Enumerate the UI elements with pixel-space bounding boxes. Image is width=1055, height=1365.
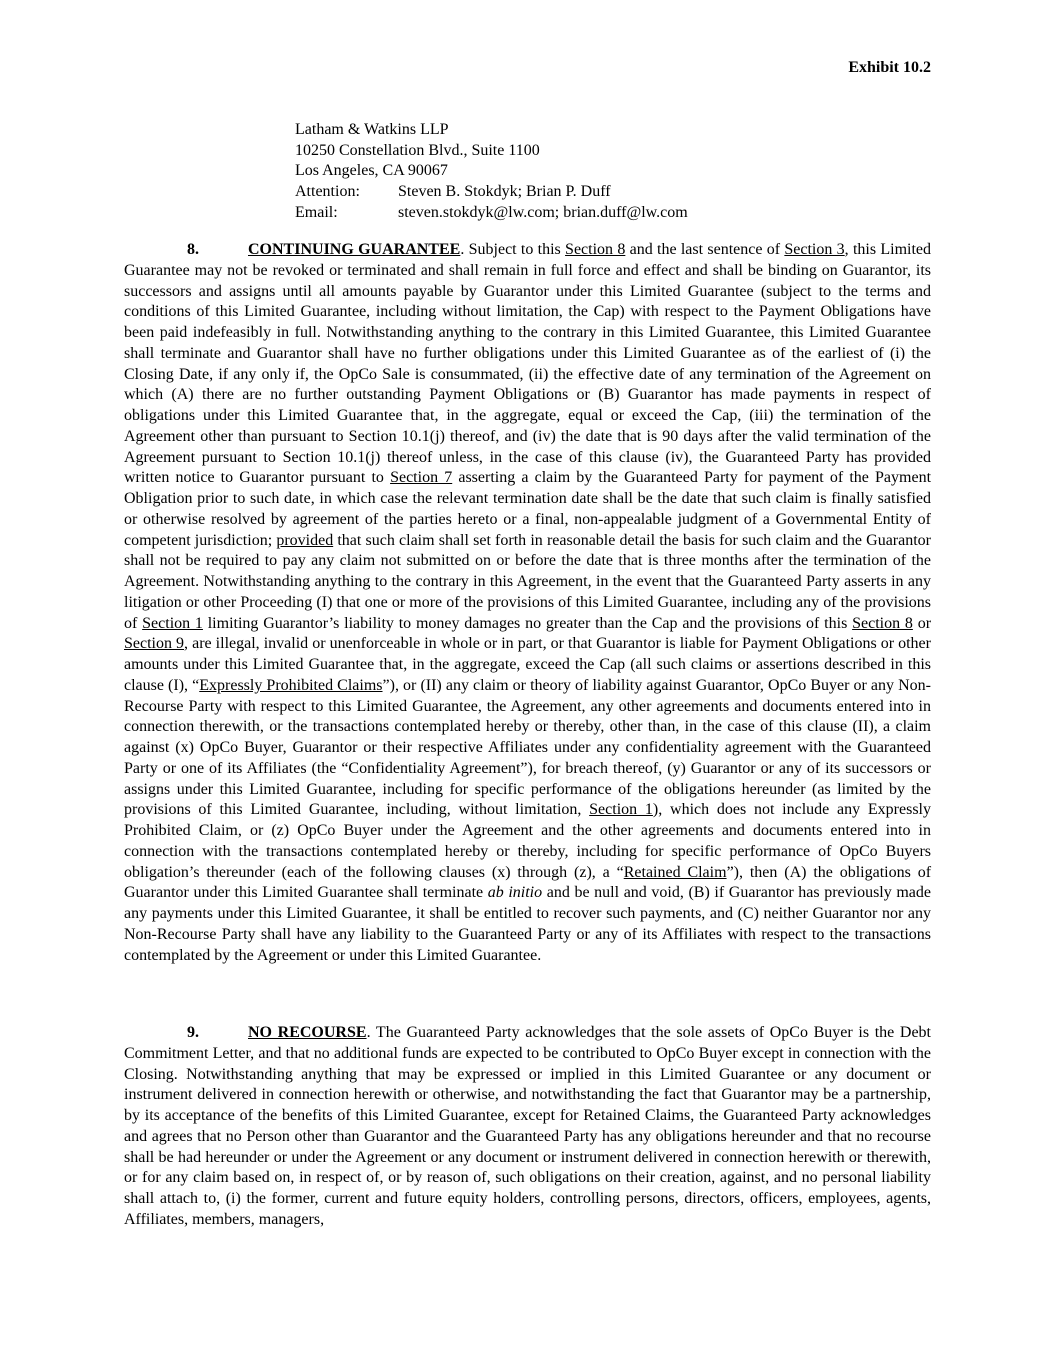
- section-reference: Section 8: [852, 614, 913, 632]
- section-text: or: [912, 614, 932, 632]
- section-text: ”), then (A) the obligations of Guarantor under this Limited Guarantee shall terminate: [124, 863, 932, 902]
- section-text: . Subject to this: [460, 241, 566, 258]
- section-heading: NO RECOURSE: [248, 1024, 367, 1041]
- section-text: that such claim shall set forth in reasonable detail the basis for such claim and the Guarantor shall not be required to pay any claim not submitted on or before the date that is three months after the termination of the Agreement. Notwithstanding anything to the contrary in this Agreement, in the event that the Guaranteed Party asserts in any litigation or other Proceeding (I) that one or more of the provisions of this Limited Guarantee, including any of the provisions of: [124, 531, 932, 632]
- defined-term: Retained Claim: [623, 863, 727, 881]
- section-number: 9.: [187, 1024, 199, 1041]
- section-text: asserting a claim by the Guaranteed Party for payment of the Payment Obligation prior to such date, in which case the relevant termination date shall be the date that such claim is finally satisfied or otherwise resolved by agreement of the parties hereto or a final, non-appealable judgment of a Governmental Entity of competent jurisdiction;: [124, 469, 932, 549]
- section-reference: Section 1: [589, 801, 653, 819]
- address-city: Los Angeles, CA 90067: [295, 162, 448, 180]
- section-text: , this Limited Guarantee may not be revoked or terminated and shall remain in full force and effect and shall be binding on Guarantor, its successors and assigns until all amounts payable by Guarantor under this Limited Guarantee (subject to the terms and conditions of this Limited Guarantee, including without limitation, the Cap) with respect to the Payment Obligations have been paid indefeasibly in full. Notwithstanding anything to the contrary in this Limited Guarantee, this Limited Guarantee shall terminate and Guarantor shall have no further obligations under this Limited Guarantee as of the earliest of (i) the Closing Date, if any only if, the OpCo Sale is consummated, (ii) the effective date of any termination of the Agreement on which (A) there are no further outstanding Payment Obligations or (B) Guarantor has made payments in respect of obligations under this Limited Guarantee that, in the aggregate, equal or exceed the Cap, (iii) the termination of the Agreement other than pursuant to Section 10.1(j) thereof, and (iv) the date that is 90 days after the valid termination of the Agreement pursuant to Section 10.1(j) thereof unless, in the case of this clause (iv), the Guaranteed Party has provided written notice to Guarantor pursuant to: [124, 241, 932, 487]
- section-number: 8.: [187, 241, 199, 258]
- section-reference: Section 3: [784, 241, 845, 258]
- section-reference: Section 8: [565, 241, 626, 258]
- section-text: and be null and void, (B) if Guarantor has previously made any payments under this Limited Guarantee, it shall be entitled to recover such payments, and (C) neither Guarantor nor any Non-Recourse Party shall have any liability to the Guaranteed Party or any of its Affiliates with respect to the transactions contemplated by the Agreement or under this Limited Guarantee.: [124, 884, 932, 964]
- defined-term: Expressly Prohibited Claims: [199, 676, 383, 694]
- section-text: ), which does not include any Expressly Prohibited Claim, or (z) OpCo Buyer under the Agreement and the other agreements and documents entered into in connection with the transactions contemplated hereby or thereby, including for specific performance of OpCo Buyers obligation’s thereunder (each of the following clauses (x) through (z), a “: [124, 801, 931, 881]
- defined-term: provided: [276, 531, 334, 549]
- section-text: ”), or (II) any claim or theory of liability against Guarantor, OpCo Buyer or any Non-Recourse Party with respect to this Limited Guarantee, the Agreement, any other agreements and documents entered into in connection therewith, or the transactions contemplated hereby or thereby, other than, in the case of this clause (II), a claim against (x) OpCo Buyer, Guarantor or their respective Affiliates under any confidentiality agreement with the Guaranteed Party or one of its Affiliates (the “Confidentiality Agreement”), for breach thereof, (y) Guarantor or any of its successors or assigns under this Limited Guarantee, including for specific performance of the obligations hereunder (as limited by the provisions of this Limited Guarantee, including, without limitation,: [124, 676, 931, 819]
- section-reference: Section 7: [390, 469, 453, 487]
- address-attention-line: [295, 182, 688, 203]
- section-8-paragraph: [124, 240, 931, 966]
- section-heading: CONTINUING GUARANTEE: [248, 241, 461, 258]
- section-reference: Section 9: [124, 635, 185, 653]
- address-block: [295, 120, 688, 224]
- exhibit-label: Exhibit 10.2: [848, 59, 931, 76]
- attention-value: Steven B. Stokdyk; Brian P. Duff: [398, 183, 611, 201]
- section-reference: Section 1: [142, 614, 203, 632]
- email-label: Email:: [295, 203, 338, 221]
- italic-term: ab initio: [487, 884, 543, 902]
- section-9-paragraph: [124, 1023, 931, 1231]
- section-text: and the last sentence of: [625, 241, 785, 258]
- address-firm: Latham & Watkins LLP: [295, 121, 449, 138]
- section-text: limiting Guarantor’s liability to money damages no greater than the Cap and the provisions of this: [202, 614, 853, 632]
- section-text: , are illegal, invalid or unenforceable in whole or in part, or that Guarantor is liable for Payment Obligations or other amounts under this Limited Guarantee that, in the aggregate, exceed the Cap (all such claims or assertions described in this clause (I), “: [124, 635, 931, 694]
- email-value: steven.stokdyk@lw.com; brian.duff@lw.com: [398, 203, 688, 221]
- address-street: 10250 Constellation Blvd., Suite 1100: [295, 141, 540, 159]
- address-email-line: [295, 203, 688, 224]
- section-text: . The Guaranteed Party acknowledges that the sole assets of OpCo Buyer is the Debt Commitment Letter, and that no additional funds are expected to be contributed to OpCo Buyer except in connection with the Closing. Notwithstanding anything that may be expressed or implied in this Limited Guarantee or any document or instrument delivered in connection herewith or otherwise, and notwithstanding the fact that Guarantor may be a partnership, by its acceptance of the benefits of this Limited Guarantee, except for Retained Claims, the Guaranteed Party acknowledges and agrees that no Person other than Guarantor and the Guaranteed Party has any obligations hereunder and that no recourse shall be had hereunder or under the Agreement or any document or instrument delivered in connection herewith or therewith, or for any claim based on, in respect of, or by reason of, such obligations on their creation, against, and no personal liability shall attach to, (i) the former, current and future equity holders, controlling persons, directors, officers, employees, agents, Affiliates, members, managers,: [124, 1024, 932, 1228]
- attention-label: Attention:: [295, 183, 360, 201]
